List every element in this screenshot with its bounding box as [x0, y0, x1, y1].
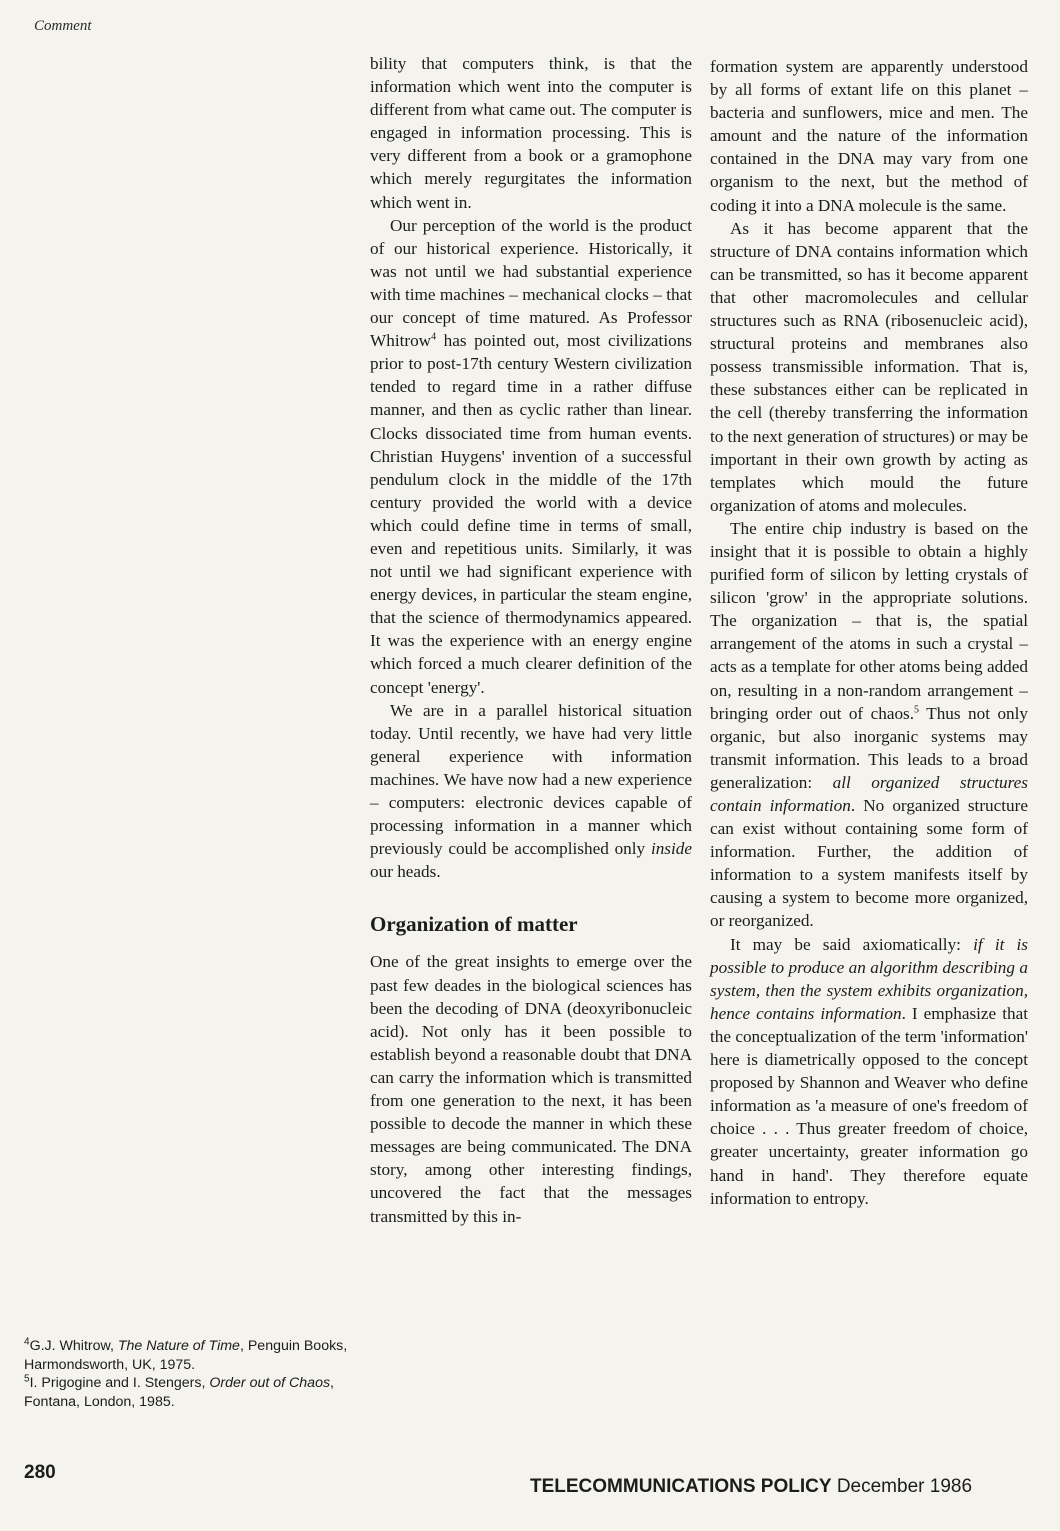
paragraph: The entire chip industry is based on the insight that it is possible to obtain a highly purified form of silicon by letting crystals of silicon 'grow' in the appropriate solutions. The organization – that is, the spatial arrangement of the atoms in such a crystal – acts as a template for other atoms being added on, resulting in a non-random arrangement – bringing order out of chaos.$^5$ Thus not only organic, but also inorganic systems may transmit information. This leads to a broad generalization: all organized structures contain information. No organized structure can exist without containing some form of information. Further, the addition of information to a system manifests itself by causing a system to become more organized, or reorganized.	[710, 518, 1028, 931]
article-column-right	[710, 55, 1028, 1210]
journal-footer	[530, 1476, 972, 1498]
paragraph: It may be said axiomatically: if it is possible to produce an algorithm describing a system, then the system exhibits organization, hence contains information. I emphasize that the conceptualization of the term 'information' here is diametrically opposed to the concept proposed by Shannon and Weaver who define information as 'a measure of one's freedom of choice . . . Thus greater freedom of choice, greater uncertainty, greater information go hand in hand'. They therefore equate information to entropy.	[710, 934, 1028, 1208]
article-column-middle	[370, 52, 692, 1228]
paragraph: bility that computers think, is that the information which went into the computer is different from what came out. The computer is engaged in information processing. This is very different from a book or a gramophone which merely regurgitates the information which went in.	[370, 54, 692, 212]
footnote: $^4$G.J. Whitrow, The Nature of Time, Penguin Books, Harmondsworth, UK, 1975.	[24, 1336, 348, 1373]
section-label: Comment	[34, 18, 92, 34]
paragraph: We are in a parallel historical situation today. Until recently, we have had very little general experience with information machines. We have now had a new experience – computers: electronic devices capable of processing information in a manner which previously could be accomplished only inside our heads.	[370, 700, 692, 882]
reference-marker: 5	[914, 703, 920, 715]
section-heading: Organization of matter	[370, 912, 578, 937]
paragraph: One of the great insights to emerge over the past few deades in the biological sciences has been the decoding of DNA (deoxyribonucleic acid). Not only has it been possible to establish beyond a reasonable doubt that DNA can carry the information which is transmitted from one generation to the next, it has been possible to decode the manner in which these messages are being communicated. The DNA story, among other interesting findings, uncovered the fact that the messages transmitted by this in-	[370, 952, 692, 1226]
footnotes	[24, 1337, 354, 1411]
issue-date: December 1986	[836, 1476, 973, 1497]
paragraph: As it has become apparent that the structure of DNA contains information which can be transmitted, so has it become apparent that other macromolecules and cellular structures such as RNA (ribosenucleic acid), structural proteins and membranes also possess transmissible information. That is, these substances either can be replicated in the cell (thereby transferring the information to the next generation of structures) or may be important in their own growth by acting as templates which mould the future organization of atoms and molecules.	[710, 218, 1028, 515]
page-number: 280	[24, 1462, 56, 1483]
footnote: $^5$I. Prigogine and I. Stengers, Order out of Chaos, Fontana, London, 1985.	[24, 1373, 334, 1410]
paragraph: Our perception of the world is the product of our historical experience. Historically, it was not until we had substantial experience with time machines – mechanical clocks – that our concept of time matured. As Professor Whitrow$^4$ has pointed out, most civilizations prior to post-17th century Western civilization tended to regard time in a rather diffuse manner, and then as cyclic rather than linear. Clocks dissociated time from human events. Christian Huygens' invention of a successful pendulum clock in the middle of the 17th century provided the world with a device which could define time in terms of small, even and repetitious units. Similarly, it was not until we had significant experience with energy devices, in particular the steam engine, that the science of thermodynamics appeared. It was the experience with an energy engine which forced a much clearer definition of the concept 'energy'.	[370, 215, 692, 697]
journal-name: TELECOMMUNICATIONS POLICY	[530, 1476, 832, 1497]
paragraph: formation system are apparently understood by all forms of extant life on this planet – bacteria and sunflowers, mice and men. The amount and the nature of the information contained in the DNA may vary from one organism to the next, but the method of coding it into a DNA molecule is the same.	[710, 57, 1028, 215]
reference-marker: 4	[431, 331, 437, 343]
